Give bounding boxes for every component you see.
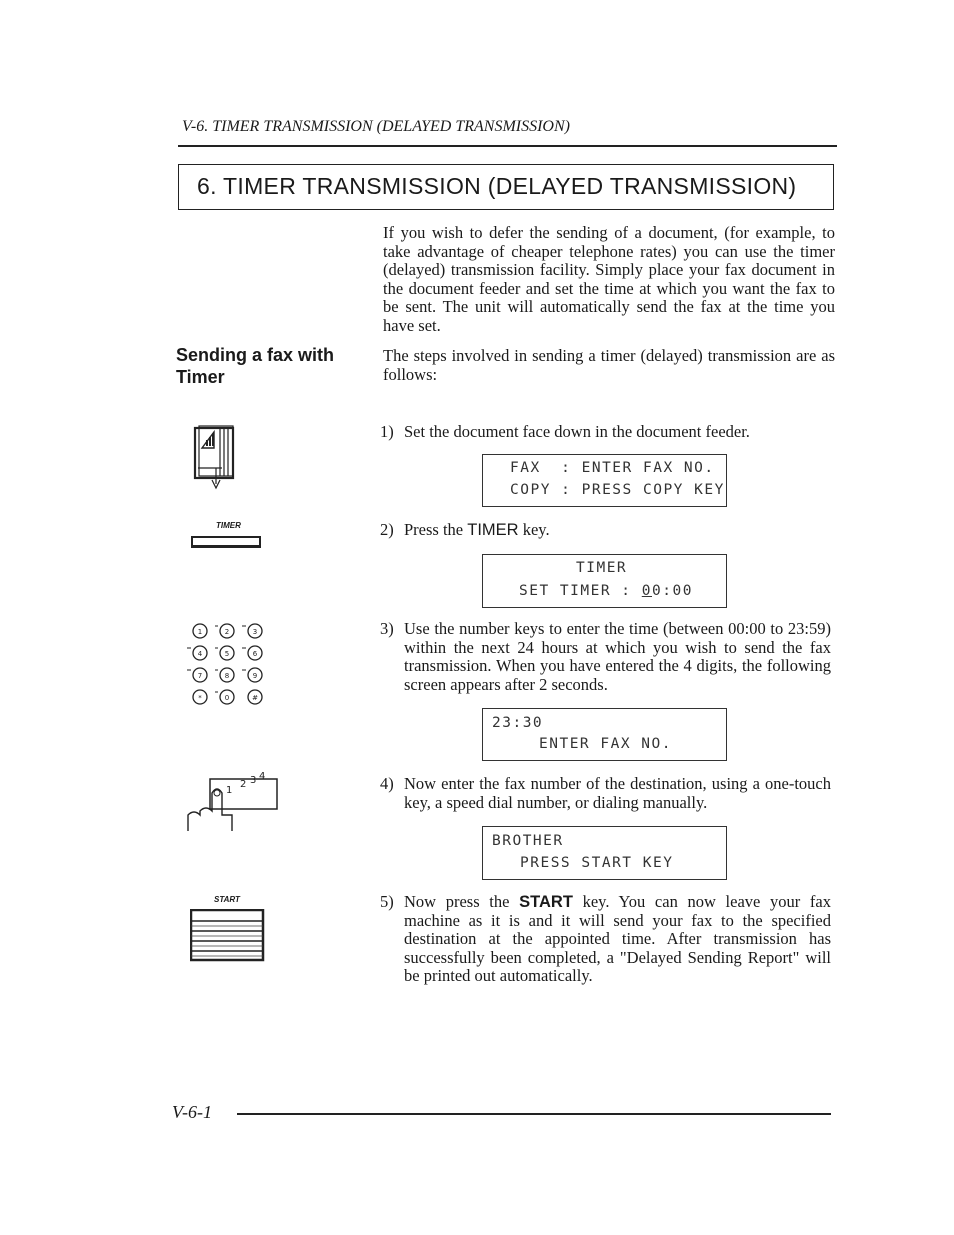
section-title: 6. TIMER TRANSMISSION (DELAYED TRANSMISSION) [197, 173, 797, 199]
step-text: Use the number keys to enter the time (between 00:00 to 23:59) within the next 24 hours at which you wish to send the fax transmission. When you have entered the 4 digits, the following screen appears after 2 seconds. [404, 619, 831, 694]
step-text-pre: Now press the [404, 892, 520, 911]
step-3 [380, 620, 831, 700]
step-5 [380, 893, 831, 989]
number-keypad-icon [185, 620, 270, 708]
svg-text:6: 6 [252, 650, 258, 658]
step-text: Now enter the fax number of the destination, using a one-touch key, a speed dial number, or dialing manually. [404, 774, 831, 812]
lcd-cursor: 0 [641, 583, 652, 599]
step-text-pre: Press the [404, 520, 468, 539]
lcd-line-2: COPY : PRESS COPY KEY [510, 482, 725, 498]
step-text [404, 893, 831, 986]
lcd-line-2: PRESS START KEY [520, 855, 674, 871]
lcd-line-2-rest: 0:00 [652, 583, 693, 599]
start-key-label: START [214, 895, 240, 904]
step-text-post: key. You can now leave your fax machine as it is and it will send your fax to the specified destination at the appointed time. After transmission has successfully been completed, a "Delayed Sending Report" will be printed out automatically. [404, 892, 831, 985]
lcd-screen-3 [482, 708, 727, 761]
svg-text:*: * [198, 694, 202, 702]
side-heading: Sending a fax with Timer [176, 345, 335, 387]
step-2 [380, 521, 835, 541]
svg-text:7: 7 [197, 672, 203, 680]
lcd-line-1: 23:30 [492, 715, 544, 731]
svg-text:2: 2 [224, 628, 230, 636]
one-touch-hand-icon [186, 771, 282, 833]
svg-text:3: 3 [250, 775, 257, 786]
svg-text:3: 3 [252, 628, 258, 636]
step-text-post: key. [518, 520, 550, 539]
running-head: V-6. TIMER TRANSMISSION (DELAYED TRANSMISSION) [182, 118, 570, 135]
svg-text:4: 4 [259, 771, 266, 782]
lcd-screen-1 [482, 454, 727, 507]
svg-text:1: 1 [226, 785, 233, 796]
svg-text:#: # [252, 694, 258, 702]
step-text [404, 521, 835, 540]
svg-text:0: 0 [224, 694, 230, 702]
lcd-line-1: FAX : ENTER FAX NO. [510, 460, 715, 476]
page-number: V-6-1 [172, 1102, 212, 1122]
svg-text:8: 8 [224, 672, 230, 680]
step-number: 3) [380, 619, 394, 638]
start-key-icon [190, 909, 266, 963]
steps-intro: The steps involved in sending a timer (delayed) transmission are as follows: [383, 346, 835, 384]
lcd-line-2 [519, 583, 693, 599]
svg-text:5: 5 [224, 650, 230, 658]
step-1 [380, 423, 835, 443]
section-title-box [178, 164, 834, 210]
step-number: 1) [380, 422, 394, 441]
step-text: Set the document face down in the document feeder. [404, 422, 750, 441]
timer-key-label: TIMER [216, 521, 241, 530]
start-key-name: START [519, 893, 573, 911]
step-number: 4) [380, 774, 394, 793]
lcd-line-1: TIMER [576, 560, 628, 576]
header-rule [178, 145, 837, 147]
svg-text:4: 4 [197, 650, 203, 658]
footer-rule [237, 1113, 831, 1115]
lcd-screen-2 [482, 554, 727, 608]
intro-paragraph: If you wish to defer the sending of a document, (for example, to take advantage of cheaper telephone rates) you can use the timer (delayed) transmission facility. Simply place your fax document in the document feeder and set the time at which you want the fax to be sent. The unit will automatically send the fax at the time you have set. [383, 223, 835, 335]
step-4 [380, 775, 831, 815]
lcd-line-2: ENTER FAX NO. [539, 736, 672, 752]
lcd-screen-4 [482, 826, 727, 880]
lcd-line-1: BROTHER [492, 833, 564, 849]
svg-text:2: 2 [240, 779, 247, 790]
timer-key-name: TIMER [467, 521, 519, 539]
document-feeder-icon [192, 424, 240, 494]
timer-key-icon [191, 536, 261, 548]
svg-text:1: 1 [197, 628, 203, 636]
step-number: 2) [380, 520, 394, 539]
svg-text:9: 9 [252, 672, 258, 680]
step-number: 5) [380, 892, 394, 911]
lcd-line-2-text: SET TIMER : [519, 583, 642, 599]
